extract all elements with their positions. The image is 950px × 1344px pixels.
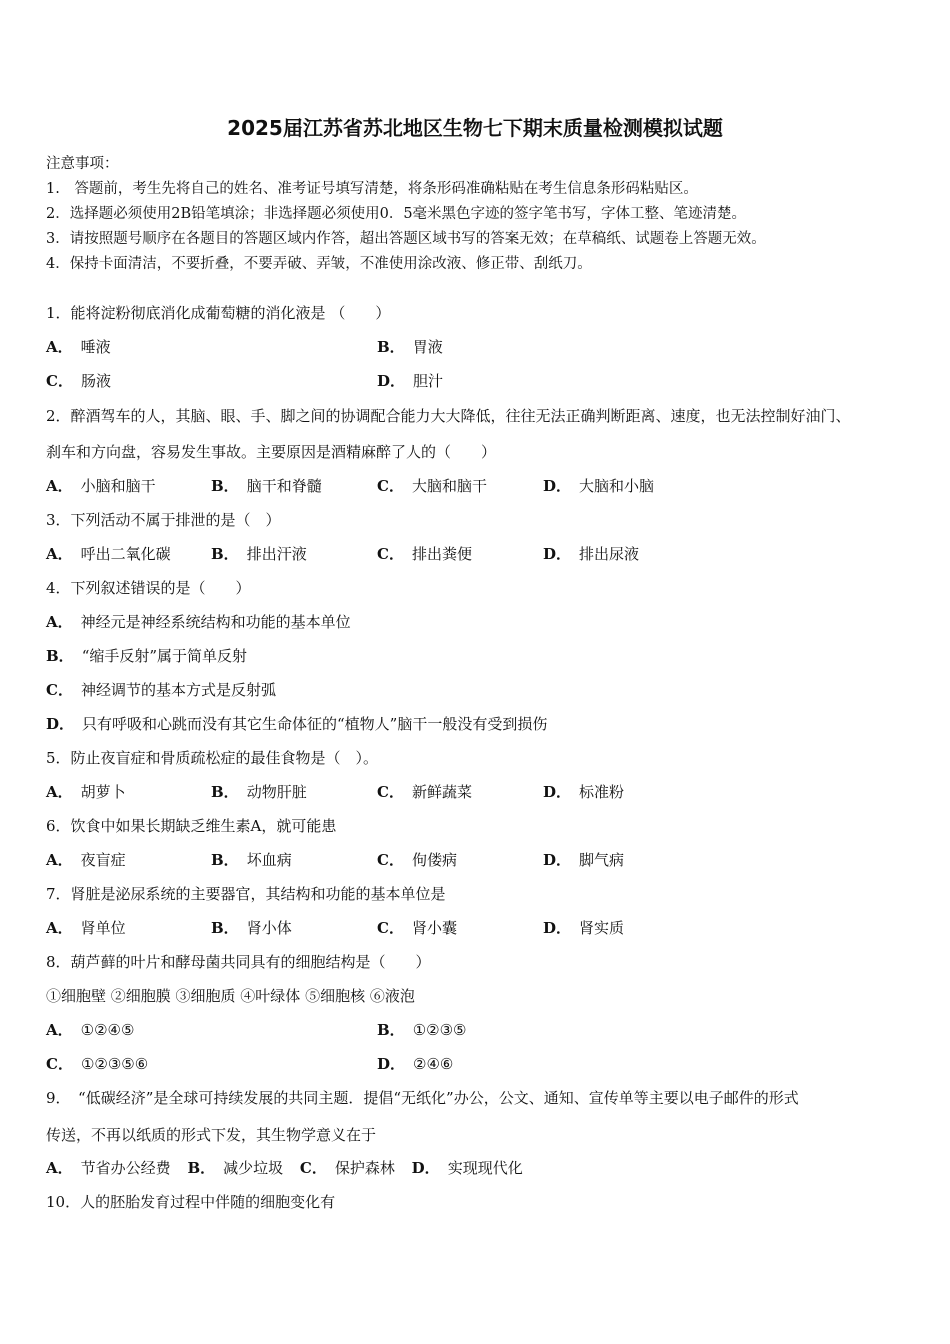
option-label: C． <box>299 1159 327 1177</box>
question-9-text-line-1: 9． “低碳经济”是全球可持续发展的共同主题．提倡“无纸化”办公，公文、通知、宣传单等主要以电子邮件的形式 <box>46 1089 799 1107</box>
question-6-text: 6．饮食中如果长期缺乏维生素A，就可能患 <box>46 817 337 835</box>
question-4-option-a[interactable] <box>46 611 351 632</box>
option-label: D． <box>543 919 572 937</box>
option-label: C． <box>377 783 404 801</box>
question-6-option-b[interactable] <box>211 849 292 870</box>
option-label: A． <box>46 477 73 495</box>
question-7-text: 7．肾脏是泌尿系统的主要器官，其结构和功能的基本单位是 <box>46 885 446 903</box>
question-3-option-b[interactable] <box>211 543 307 564</box>
option-label: B． <box>46 647 74 665</box>
option-label: D． <box>543 851 572 869</box>
option-label: D． <box>543 477 572 495</box>
option-label: C． <box>377 919 404 937</box>
option-label: D． <box>543 545 572 563</box>
question-1-option-d[interactable] <box>377 370 443 391</box>
question-4-option-d[interactable] <box>46 713 547 734</box>
question-8-structures: ①细胞壁 ②细胞膜 ③细胞质 ④叶绿体 ⑤细胞核 ⑥液泡 <box>46 987 415 1005</box>
option-label: C． <box>377 545 404 563</box>
option-label: C． <box>46 681 73 699</box>
notice-item-1: 1. 答题前，考生先将自己的姓名、准考证号填写清楚，将条形码准确粘贴在考生信息条形码粘贴区。 <box>46 181 698 197</box>
option-label: D． <box>411 1159 440 1177</box>
option-label: A． <box>46 851 73 869</box>
question-2-option-d[interactable] <box>543 475 654 496</box>
question-1-option-a[interactable] <box>46 336 111 357</box>
option-text: 佝偻病 <box>411 851 457 869</box>
option-label: C． <box>377 477 404 495</box>
option-text: ①②③⑤⑥ <box>80 1055 149 1073</box>
option-text: 新鲜蔬菜 <box>411 783 472 801</box>
option-label: B． <box>211 783 239 801</box>
option-text: ①②③⑤ <box>412 1021 467 1039</box>
option-text: 呼出二氧化碳 <box>80 545 171 563</box>
question-4-option-b[interactable] <box>46 645 247 666</box>
notice-item-2: 2．选择题必须使用2B铅笔填涂；非选择题必须使用0．5毫米黑色字迹的签字笔书写，字体工整、笔迹清楚。 <box>46 206 747 222</box>
option-text: 胃液 <box>412 338 443 356</box>
option-label: B． <box>377 338 405 356</box>
option-text: 胡萝卜 <box>80 783 126 801</box>
question-9-option-d[interactable] <box>412 1159 523 1177</box>
option-label: B． <box>377 1021 405 1039</box>
option-text: 排出粪便 <box>411 545 472 563</box>
option-text: 排出汗液 <box>246 545 307 563</box>
notice-heading: 注意事项： <box>46 156 119 172</box>
option-text: 排出尿液 <box>579 545 640 563</box>
option-text: 肾单位 <box>80 919 126 937</box>
option-label: B． <box>211 851 239 869</box>
question-5-option-d[interactable] <box>543 781 624 802</box>
question-3-option-c[interactable] <box>377 543 472 564</box>
question-7-option-b[interactable] <box>211 917 292 938</box>
option-text: 肾小囊 <box>411 919 457 937</box>
question-2-text-line-2: 刹车和方向盘，容易发生事故。主要原因是酒精麻醉了人的（ ） <box>46 443 497 461</box>
notice-item-3: 3．请按照题号顺序在各题目的答题区域内作答，超出答题区域书写的答案无效；在草稿纸、试题卷上答题无效。 <box>46 231 766 247</box>
question-9-option-b[interactable] <box>187 1159 283 1177</box>
question-3-option-d[interactable] <box>543 543 639 564</box>
option-text: 脚气病 <box>579 851 625 869</box>
question-2-option-b[interactable] <box>211 475 322 496</box>
option-label: D． <box>543 783 572 801</box>
option-label: B． <box>211 545 239 563</box>
question-8-option-d[interactable] <box>377 1053 453 1074</box>
option-text: 大脑和脑干 <box>411 477 487 495</box>
option-text: 胆汁 <box>413 372 444 390</box>
option-text: 保护森林 <box>334 1159 395 1177</box>
option-text: 脑干和脊髓 <box>246 477 322 495</box>
option-label: C． <box>377 851 404 869</box>
option-text: 肠液 <box>80 372 111 390</box>
option-text: 坏血病 <box>246 851 292 869</box>
question-7-option-c[interactable] <box>377 917 457 938</box>
question-5-option-c[interactable] <box>377 781 472 802</box>
question-4-option-c[interactable] <box>46 679 276 700</box>
question-9-option-c[interactable] <box>300 1159 395 1177</box>
option-label: A． <box>46 783 73 801</box>
question-1-option-c[interactable] <box>46 370 111 391</box>
option-text: 减少垃圾 <box>223 1159 284 1177</box>
question-7-option-a[interactable] <box>46 917 126 938</box>
option-text: 神经调节的基本方式是反射弧 <box>80 681 276 699</box>
question-5-option-b[interactable] <box>211 781 307 802</box>
question-6-option-d[interactable] <box>543 849 624 870</box>
question-2-option-c[interactable] <box>377 475 487 496</box>
question-8-option-b[interactable] <box>377 1019 466 1040</box>
option-label: B． <box>211 477 239 495</box>
option-text: 神经元是神经系统结构和功能的基本单位 <box>80 613 351 631</box>
notice-item-4: 4．保持卡面清洁，不要折叠，不要弄破、弄皱，不准使用涂改液、修正带、刮纸刀。 <box>46 256 592 272</box>
question-6-option-c[interactable] <box>377 849 457 870</box>
question-3-option-a[interactable] <box>46 543 171 564</box>
question-10-text: 10．人的胚胎发育过程中伴随的细胞变化有 <box>46 1193 336 1211</box>
option-text: 大脑和小脑 <box>579 477 655 495</box>
question-8-option-c[interactable] <box>46 1053 148 1074</box>
question-9-text-line-2: 传送，不再以纸质的形式下发，其生物学意义在于 <box>46 1126 377 1144</box>
question-1-option-b[interactable] <box>377 336 443 357</box>
option-label: A． <box>46 613 73 631</box>
option-label: A． <box>46 1021 73 1039</box>
question-2-text-line-1: 2．醉酒驾车的人，其脑、眼、手、脚之间的协调配合能力大大降低，往往无法正确判断距离、速度，也无法控制好油门、 <box>46 407 851 425</box>
option-label: C． <box>46 372 73 390</box>
question-1-text: 1．能将淀粉彻底消化成葡萄糖的消化液是 （ ） <box>46 304 391 322</box>
option-text: 动物肝脏 <box>246 783 307 801</box>
option-label: D． <box>377 372 406 390</box>
option-label: C． <box>46 1055 73 1073</box>
option-label: A． <box>46 919 73 937</box>
option-label: B． <box>187 1159 216 1177</box>
option-text: 肾小体 <box>246 919 292 937</box>
question-8-text: 8．葫芦藓的叶片和酵母菌共同具有的细胞结构是（ ） <box>46 953 431 971</box>
option-text: 夜盲症 <box>80 851 126 869</box>
question-5-option-a[interactable] <box>46 781 126 802</box>
option-text: 肾实质 <box>579 919 625 937</box>
question-3-text: 3．下列活动不属于排泄的是（ ） <box>46 511 281 529</box>
option-text: “缩手反射”属于简单反射 <box>81 647 248 665</box>
option-text: 节省办公经费 <box>80 1159 171 1177</box>
question-8-option-a[interactable] <box>46 1019 134 1040</box>
option-text: 标准粉 <box>579 783 625 801</box>
option-text: 唾液 <box>80 338 111 356</box>
option-text: ②④⑥ <box>413 1055 454 1073</box>
question-6-option-a[interactable] <box>46 849 126 870</box>
question-9-option-a[interactable] <box>46 1159 171 1177</box>
page-title: 2025届江苏省苏北地区生物七下期末质量检测模拟试题 <box>227 116 723 140</box>
option-label: D． <box>377 1055 406 1073</box>
option-label: B． <box>211 919 239 937</box>
option-text: 实现现代化 <box>447 1159 523 1177</box>
option-text: ①②④⑤ <box>80 1021 135 1039</box>
option-text: 只有呼吸和心跳而没有其它生命体征的“植物人”脑干一般没有受到损伤 <box>82 715 548 733</box>
option-text: 小脑和脑干 <box>80 477 156 495</box>
question-5-text: 5．防止夜盲症和骨质疏松症的最佳食物是（ ）。 <box>46 749 379 767</box>
option-label: A． <box>46 338 73 356</box>
question-7-option-d[interactable] <box>543 917 624 938</box>
question-9-options <box>46 1157 523 1178</box>
option-label: A． <box>46 545 73 563</box>
question-2-option-a[interactable] <box>46 475 156 496</box>
option-label: A． <box>46 1159 73 1177</box>
question-4-text: 4．下列叙述错误的是（ ） <box>46 579 251 597</box>
option-label: D． <box>46 715 75 733</box>
